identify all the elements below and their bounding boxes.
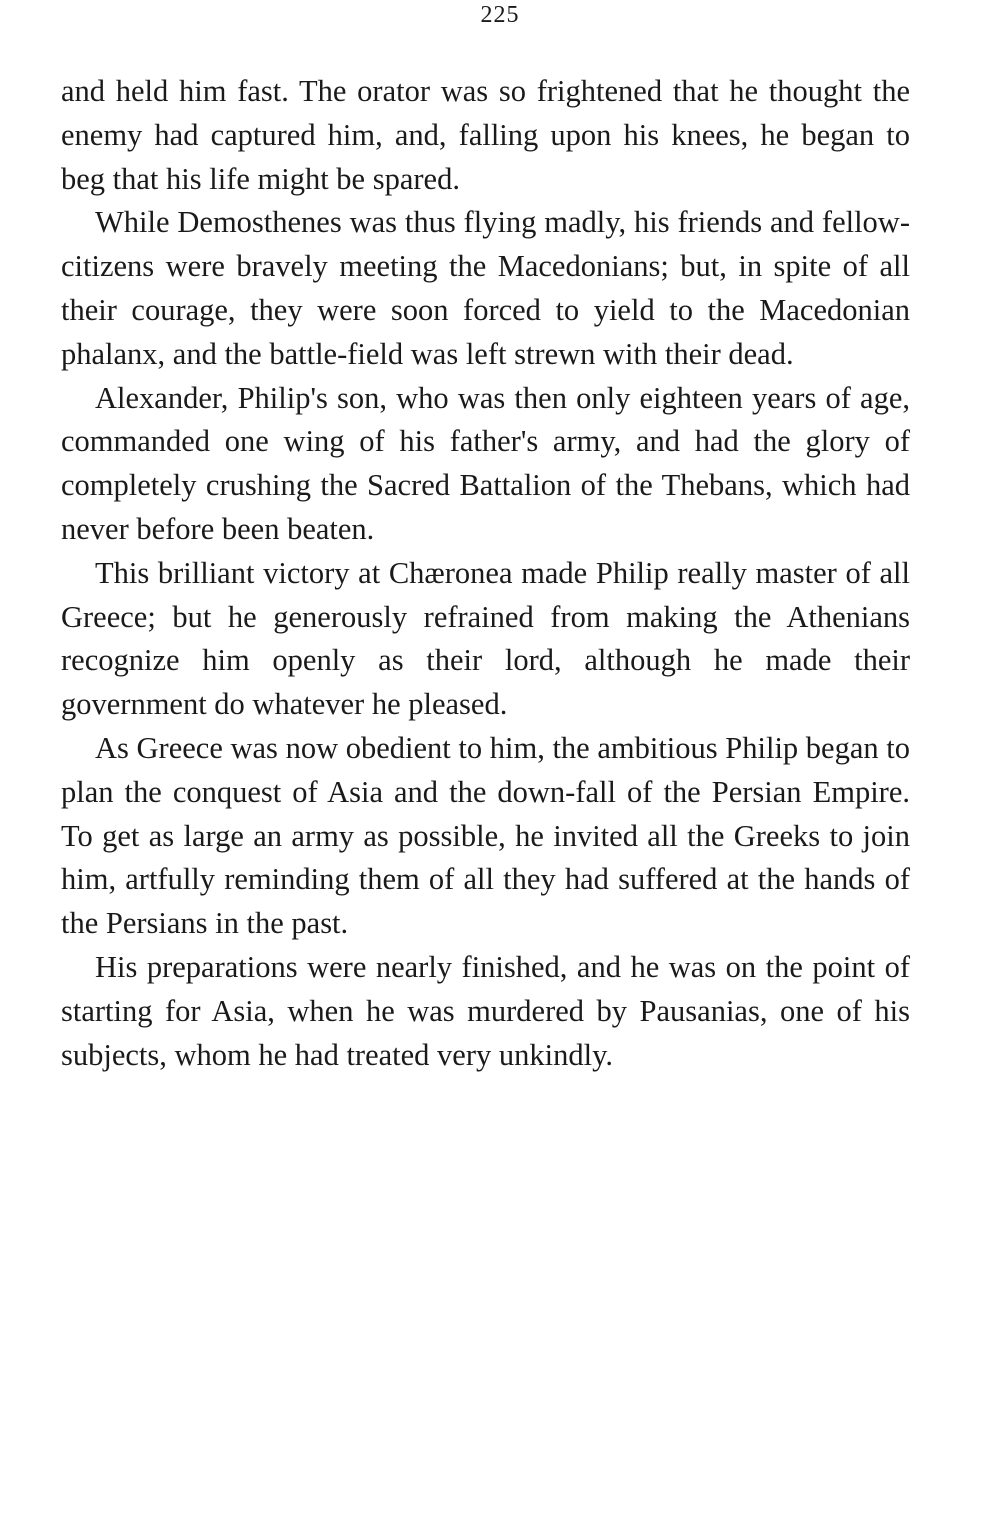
page-number: 225 [480,2,520,28]
paragraph-5: As Greece was now obedient to him, the ambitious Philip began to plan the conquest of Asia and the down-fall of the Persian Empire. To get as large an army as possible, he invited all the Greeks to join him, artfully reminding them of all they had suffered at the hands of the Persians in the past. [61,730,910,941]
paragraph-3: Alexander, Philip's son, who was then only eighteen years of age, commanded one wing of his father's army, and had the glory of completely crushing the Sacred Battalion of the Thebans, which had never before been beaten. [61,380,910,546]
paragraph-6: His preparations were nearly finished, and he was on the point of starting for Asia, when he was murdered by Pausanias, one of his subjects, whom he had treated very unkindly. [61,949,910,1072]
paragraph-2: While Demosthenes was thus flying madly, his friends and fellow-citizens were bravely meeting the Macedonians; but, in spite of all their courage, they were soon forced to yield to the Macedonian phalanx, and the battle-field was left strewn with their dead. [61,205,910,371]
paragraph-1: and held him fast. The orator was so frightened that he thought the enemy had captured him, and, falling upon his knees, he began to beg that his life might be spared. [61,74,910,196]
paragraph-4: This brilliant victory at Chæronea made Philip really master of all Greece; but he generously refrained from making the Athenians recognize him openly as their lord, although he made their government do whatever he pleased. [61,555,910,722]
body-text [61,70,910,1077]
